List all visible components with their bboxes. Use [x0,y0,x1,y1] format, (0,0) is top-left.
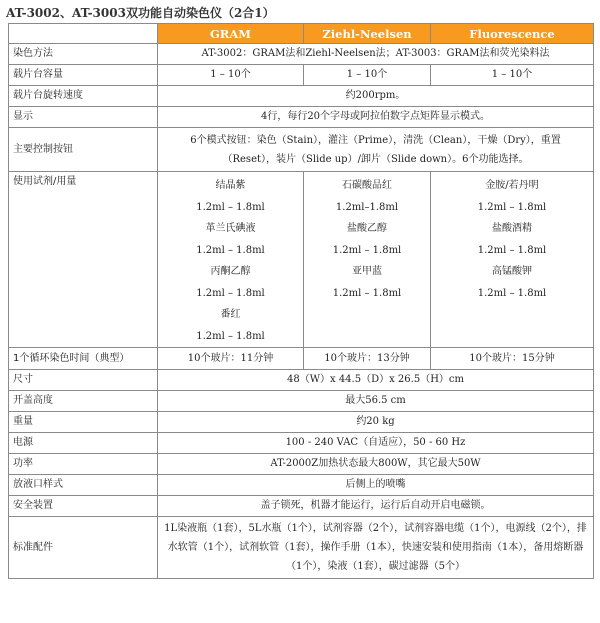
reagent-fl-item: 1.2ml – 1.8ml [477,244,547,256]
header-blank-cell [9,24,158,44]
label-drain: 放液口样式 [9,475,158,496]
row-display [9,107,594,128]
spec-table [8,23,594,579]
value-cycle-gram: 10个玻片：11分钟 [158,348,304,370]
value-capacity-zn: 1 – 10个 [304,65,431,86]
reagent-zn-item: 1.2ml – 1.8ml [332,244,402,256]
value-size: 48（W）x 44.5（D）x 26.5（H）cm [158,370,594,391]
row-accessories [9,517,594,579]
reagent-gram-item: 1.2ml – 1.8ml [196,330,265,342]
reagent-zn-item: 亚甲蓝 [352,266,382,277]
reagent-fl-item: 高锰酸钾 [492,266,532,277]
header-row [9,24,594,44]
label-buttons: 主要控制按钮 [9,128,158,172]
row-capacity [9,65,594,86]
value-speed: 约200rpm。 [158,86,594,107]
reagents-fl-cell [431,172,594,348]
value-wattage: AT-2000Z加热状态最大800W，其它最大50W [158,454,594,475]
header-ziehl-neelsen: Ziehl-Neelsen [304,24,431,44]
label-power: 电源 [9,433,158,454]
reagent-zn-item: 盐酸乙醇 [347,223,387,234]
header-gram: GRAM [158,24,304,44]
label-speed: 载片台旋转速度 [9,86,158,107]
reagent-gram-item: 1.2ml – 1.8ml [196,244,265,256]
label-size: 尺寸 [9,370,158,391]
label-weight: 重量 [9,412,158,433]
reagent-gram-item: 番红 [220,309,241,320]
row-stain-method [9,44,594,65]
row-buttons [9,128,594,172]
label-lid-height: 开盖高度 [9,391,158,412]
header-fluorescence: Fluorescence [431,24,594,44]
row-cycle [9,348,594,370]
row-weight [9,412,594,433]
label-accessories: 标准配件 [9,517,158,579]
value-cycle-zn: 10个玻片：13分钟 [304,348,431,370]
row-power [9,433,594,454]
reagent-zn-item: 石碳酸品红 [342,180,392,191]
reagent-gram-item: 1.2ml – 1.8ml [196,287,265,299]
reagents-zn-cell [304,172,431,348]
value-buttons: 6个模式按钮：染色（Stain），灌注（Prime），清洗（Clean），干燥（Dry），重置（Reset），装片（Slide up）/卸片（Slide down）。6个功能选择。 [158,128,594,172]
reagent-fl-item: 金胺/若丹明 [485,180,539,191]
reagent-gram-item: 革兰氏碘液 [205,223,256,234]
label-safety: 安全装置 [9,496,158,517]
reagent-fl-item: 1.2ml – 1.8ml [477,201,547,213]
reagent-zn-item: 1.2ml–1.8ml [335,201,399,213]
label-wattage: 功率 [9,454,158,475]
row-drain [9,475,594,496]
row-reagents [9,172,594,348]
reagent-fl-item: 1.2ml – 1.8ml [477,287,547,299]
value-capacity-gram: 1 – 10个 [158,65,304,86]
row-safety [9,496,594,517]
label-display: 显示 [9,107,158,128]
label-capacity: 载片台容量 [9,65,158,86]
row-size [9,370,594,391]
value-accessories: 1L染液瓶（1套），5L水瓶（1个），试剂容器（2个），试剂容器电缆（1个），电源线（2个），排水软管（1个），试剂软管（1套），操作手册（1本），快速安装和使用指南（1本），备用熔断器（1个），染液（1套），碳过滤器（5个） [158,517,594,579]
row-lid-height [9,391,594,412]
reagents-gram-cell [158,172,304,348]
reagent-zn-item: 1.2ml – 1.8ml [332,287,402,299]
value-stain-method: AT-3002：GRAM法和Ziehl-Neelsen法；AT-3003：GRAM法和荧光染料法 [158,44,594,65]
value-lid-height: 最大56.5 cm [158,391,594,412]
reagent-gram-item: 结晶紫 [215,180,246,191]
value-capacity-fl: 1 – 10个 [431,65,594,86]
label-reagents: 使用试剂/用量 [9,172,158,348]
value-weight: 约20 kg [158,412,594,433]
label-stain-method: 染色方法 [9,44,158,65]
value-display: 4行，每行20个字母或阿拉伯数字点矩阵显示模式。 [158,107,594,128]
value-safety: 盖子锁死，机器才能运行，运行后自动开启电磁锁。 [158,496,594,517]
page-title: AT-3002、AT-3003双功能自动染色仪（2合1） [6,6,275,20]
row-speed [9,86,594,107]
value-cycle-fl: 10个玻片：15分钟 [431,348,594,370]
value-power: 100 - 240 VAC（自适应），50 - 60 Hz [158,433,594,454]
label-cycle: 1个循环染色时间（典型） [9,348,158,370]
row-wattage [9,454,594,475]
value-drain: 后侧上的喷嘴 [158,475,594,496]
reagent-gram-item: 丙酮乙醇 [210,266,251,277]
reagent-gram-item: 1.2ml – 1.8ml [196,201,265,213]
reagent-fl-item: 盐酸酒精 [492,223,532,234]
